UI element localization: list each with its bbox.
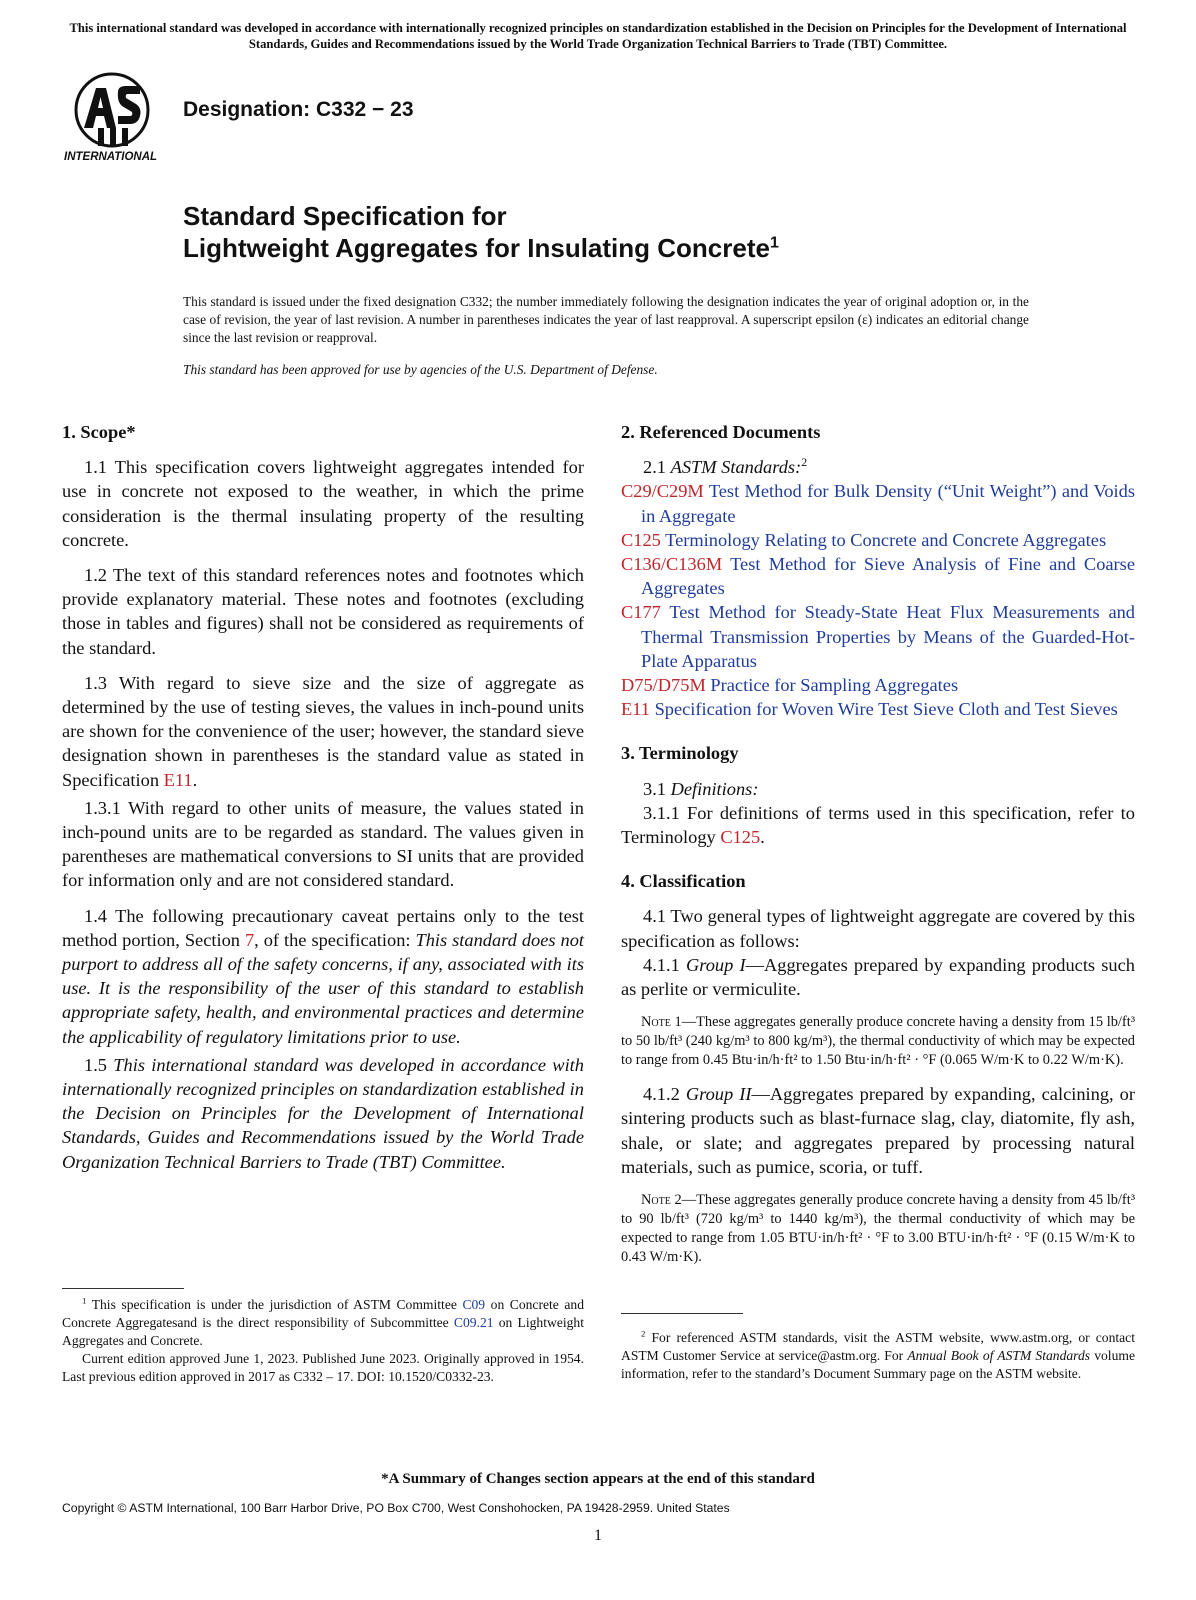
link-c125[interactable]: C125	[720, 827, 761, 848]
document-title	[183, 200, 779, 264]
title-line-1: Standard Specification for	[183, 201, 507, 231]
note-1: Note 1—These aggregates generally produce concrete having a density from 15 lb/ft³ to 50 lb/ft³ (240 kg/m³ to 800 kg/m³), the thermal conductivity of which may be expected to range from 0.45 Btu·in/h·ft² to 1.50 Btu·in/h·ft² · °F (0.065 W/m·K to 0.22 W/m·K).	[621, 1014, 1136, 1069]
footnote-1: $^1$ This specification is under the jurisdiction of ASTM Committee C09 on Concrete and Concrete Aggregatesand is the direct responsibility of Subcommittee C09.21 on Lightweight Aggregates and Concrete. Current edition approved June 1, 2023. Published June 2023. Originally approved in 1954. Last previous edition approved in 2017 as C332 – 17. DOI: 10.1520/C0332-23.	[62, 1295, 584, 1384]
link-e11[interactable]: E11	[163, 769, 193, 790]
page-number: 1	[594, 1527, 602, 1544]
logo-text: INTERNATIONAL	[64, 151, 158, 163]
paragraph-4-1-2: 4.1.2 Group II—Aggregates prepared by expanding, calcining, or sintering products such as blast-furnace slag, clay, diatomite, fly ash, shale, or slate; and aggregates prepared by processing natural materials, such as pumice, scoria, or tuff.	[621, 1084, 1135, 1177]
section-heading-classification: 4. Classification	[621, 871, 746, 892]
right-column	[621, 420, 1135, 1279]
reference-item[interactable]: C177 Test Method for Steady-State Heat Flux Measurements and Thermal Transmission Properties by Means of the Guarded-Hot-Plate Apparatus	[621, 602, 1135, 671]
footnote-2: $^2$ For referenced ASTM standards, visit the ASTM website, www.astm.org, or contact ASTM Customer Service at service@astm.org. For Annual Book of ASTM Standards volume information, refer to the standard’s Document Summary page on the ASTM website.	[621, 1328, 1135, 1381]
paragraph-4-1: 4.1 Two general types of lightweight aggregate are covered by this specification as follows:	[621, 906, 1135, 951]
footnote-divider-left	[62, 1288, 184, 1289]
note-2: Note 2—These aggregates generally produce concrete having a density from 45 lb/ft³ to 90 lb/ft³ (720 kg/m³ to 1440 kg/m³), the thermal conductivity of which may be expected to range from 1.05 BTU·in/h·ft² · °F to 3.00 BTU·in/h·ft² · °F (0.15 W/m·K to 0.43 W/m·K).	[621, 1192, 1136, 1266]
paragraph-1-3-1: 1.3.1 With regard to other units of measure, the values stated in inch-pound units are to be regarded as standard. The values given in parentheses are mathematical conversions to SI units that are provided for information only and are not considered standard.	[62, 797, 584, 891]
summary-of-changes-note: *A Summary of Changes section appears at the end of this standard	[381, 1471, 815, 1487]
paragraph-1-3: 1.3 With regard to sieve size and the size of aggregate as determined by the use of testing sieves, the values in inch-pound units are shown for the convenience of the user; however, the standard sieve designation shown in parentheses is the standard value as stated in Specification E11.	[62, 672, 584, 790]
paragraph-1-1: 1.1 This specification covers lightweight aggregates intended for use in concrete not exposed to the weather, in which the prime consideration is the thermal insulating property of the resulting concrete.	[62, 457, 584, 550]
title-line-2: Lightweight Aggregates for Insulating Concrete$^1$	[183, 233, 779, 263]
reference-item[interactable]: C29/C29M Test Method for Bulk Density (“Unit Weight”) and Voids in Aggregate	[621, 481, 1136, 526]
paragraph-3-1-1: 3.1.1 For definitions of terms used in this specification, refer to Terminology C125.	[621, 802, 1135, 848]
paragraph-4-1-1: 4.1.1 Group I—Aggregates prepared by expanding products such as perlite or vermiculite.	[621, 954, 1135, 1000]
section-heading-scope: 1. Scope*	[62, 422, 136, 442]
reference-item[interactable]: E11 Specification for Woven Wire Test Sieve Cloth and Test Sieves	[621, 699, 1118, 720]
paragraph-2-1: 2.1 ASTM Standards:$^2$	[643, 455, 808, 478]
section-heading-referenced-documents: 2. Referenced Documents	[621, 422, 821, 442]
reference-item[interactable]: D75/D75M Practice for Sampling Aggregates	[621, 675, 959, 696]
paragraph-1-4: 1.4 The following precautionary caveat pertains only to the test method portion, Section 7, of the specification: This standard does not purport to address all of the safety concerns, if any, associated with its use. It is the responsibility of the user of this standard to establish appropriate safety, health, and environmental practices and determine the applicability of regulatory limitations prior to use.	[62, 905, 585, 1047]
dod-note: This standard has been approved for use by agencies of the U.S. Department of Defense.	[183, 362, 658, 377]
astm-logo-icon	[62, 70, 170, 166]
link-c09[interactable]: C09	[462, 1297, 486, 1312]
top-notice: This international standard was developed in accordance with internationally recognized principles on standardization established in the Decision on Principles for the Development of International Standards, Guides and Recommendations issued by the World Trade Organization Technical Barriers to Trade (TBT) Committee.	[69, 21, 1127, 51]
title-footnote-marker[interactable]: 1	[769, 234, 779, 252]
link-c09-21[interactable]: C09.21	[453, 1315, 494, 1330]
paragraph-1-5: 1.5 This international standard was developed in accordance with internationally recognized principles on standardization established in the Decision on Principles for the Development of International Standards, Guides and Recommendations issued by the World Trade Organization Technical Barriers to Trade (TBT) Committee.	[62, 1054, 584, 1172]
reference-list	[621, 479, 1135, 721]
left-column	[62, 420, 584, 1185]
paragraph-1-2: 1.2 The text of this standard references notes and footnotes which provide explanatory material. These notes and footnotes (excluding those in tables and figures) shall not be considered as requirements of the standard.	[62, 565, 584, 658]
designation: Designation: C332 − 23	[183, 98, 414, 121]
reference-item[interactable]: C125 Terminology Relating to Concrete and Concrete Aggregates	[621, 529, 1107, 550]
reference-item[interactable]: C136/C136M Test Method for Sieve Analysis of Fine and Coarse Aggregates	[621, 554, 1135, 599]
copyright: Copyright © ASTM International, 100 Barr Harbor Drive, PO Box C700, West Conshohocken, PA 19428-2959. United States	[62, 1501, 730, 1515]
issue-note: This standard is issued under the fixed designation C332; the number immediately following the designation indicates the year of original adoption or, in the case of revision, the year of last revision. A number in parentheses indicates the year of last reapproval. A superscript epsilon (ε) indicates an editorial change since the last revision or reapproval.	[183, 294, 1029, 345]
footnote-1-edition: Current edition approved June 1, 2023. Published June 2023. Originally approved in 1954. Last previous edition approved in 2017 as C332 – 17. DOI: 10.1520/C0332-23.	[62, 1351, 584, 1384]
section-heading-terminology: 3. Terminology	[621, 743, 739, 764]
footnote-marker-2[interactable]: 2	[801, 455, 808, 470]
footnote-divider-right	[621, 1313, 743, 1314]
paragraph-3-1: 3.1 Definitions:	[643, 778, 759, 799]
link-section-7[interactable]: 7	[244, 929, 255, 950]
